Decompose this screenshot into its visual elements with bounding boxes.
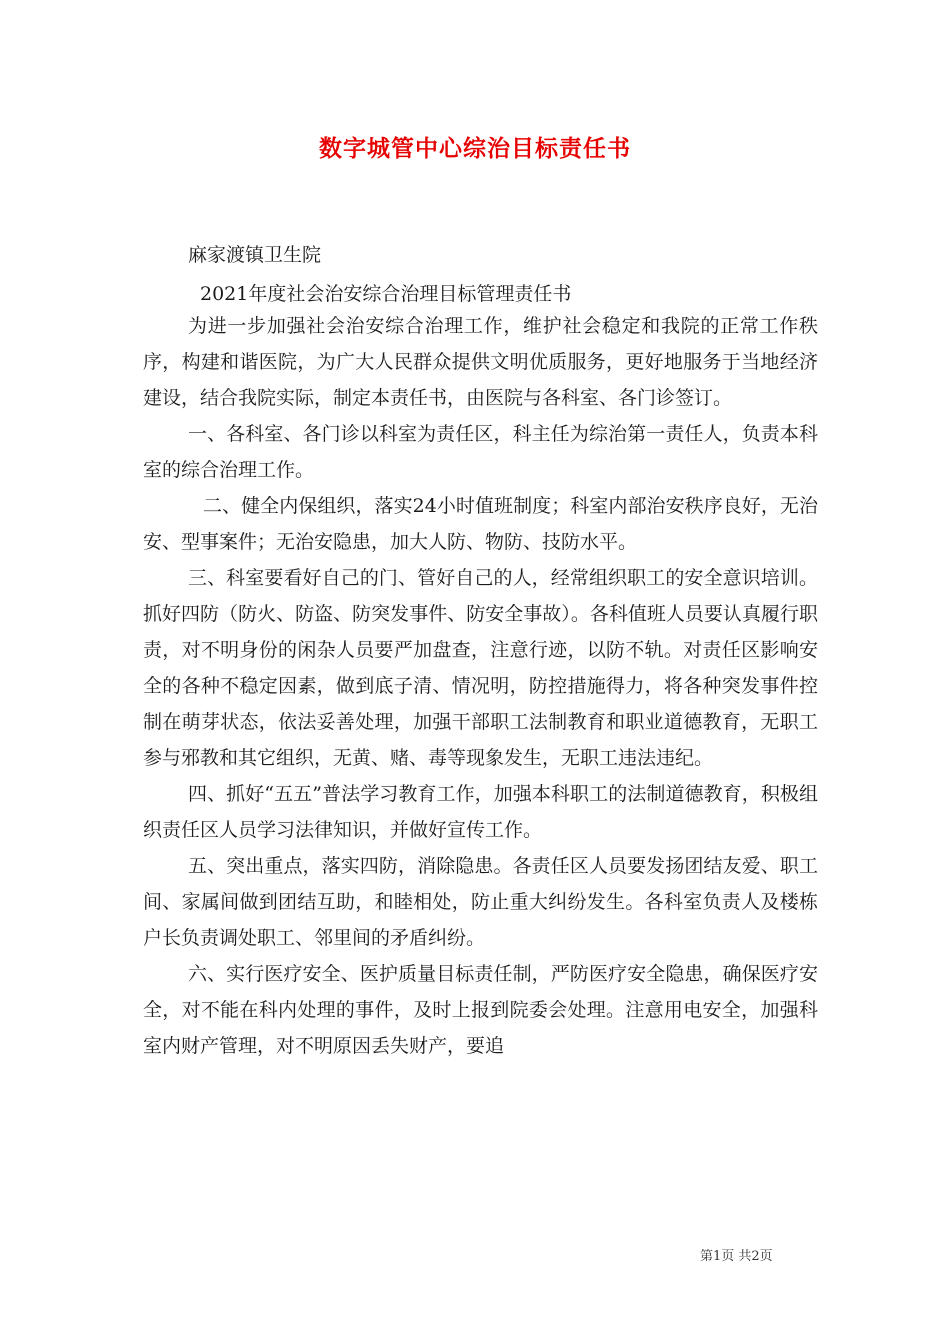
paragraph-item-5: 五、突出重点，落实四防，消除隐患。各责任区人员要发扬团结友爱、职工间、家属间做到团结互助，和睦相处，防止重大纠纷发生。各科室负责人及楼栋户长负责调处职工、邻里间的矛盾纠纷。	[143, 855, 818, 949]
page-number: 第1页 共2页	[700, 1249, 773, 1264]
paragraph-item-1: 一、各科室、各门诊以科室为责任区，科主任为综治第一责任人，负责本科室的综合治理工作。	[143, 423, 818, 481]
document-subtitle: 2021年度社会治安综合治理目标管理责任书	[200, 283, 572, 305]
paragraph-item-6: 六、实行医疗安全、医护质量目标责任制，严防医疗安全隐患，确保医疗安全，对不能在科内处理的事件，及时上报到院委会处理。注意用电安全，加强科室内财产管理，对不明原因丢失财产，要追	[143, 963, 818, 1057]
document-title: 数字城管中心综治目标责任书	[319, 136, 631, 162]
document-body	[143, 308, 818, 1064]
paragraph-intro: 为进一步加强社会治安综合治理工作，维护社会稳定和我院的正常工作秩序，构建和谐医院，为广大人民群众提供文明优质服务，更好地服务于当地经济建设，结合我院实际，制定本责任书，由医院与各科室、各门诊签订。	[143, 315, 818, 409]
paragraph-item-2: 二、健全内保组织，落实24小时值班制度；科室内部治安秩序良好，无治安、型事案件；无治安隐患，加大人防、物防、技防水平。	[143, 495, 818, 553]
paragraph-item-4: 四、抓好“五五”普法学习教育工作，加强本科职工的法制道德教育，积极组织责任区人员学习法律知识，并做好宣传工作。	[143, 783, 818, 841]
paragraph-item-3: 三、科室要看好自己的门、管好自己的人，经常组织职工的安全意识培训。抓好四防（防火、防盗、防突发事件、防安全事故）。各科值班人员要认真履行职责，对不明身份的闲杂人员要严加盘查，注意行迹，以防不轨。对责任区影响安全的各种不稳定因素，做到底子清、情况明，防控措施得力，将各种突发事件控制在萌芽状态，依法妥善处理，加强干部职工法制教育和职业道德教育，无职工参与邪教和其它组织，无黄、赌、毒等现象发生，无职工违法违纪。	[143, 567, 818, 769]
addressee: 麻家渡镇卫生院	[188, 244, 322, 266]
